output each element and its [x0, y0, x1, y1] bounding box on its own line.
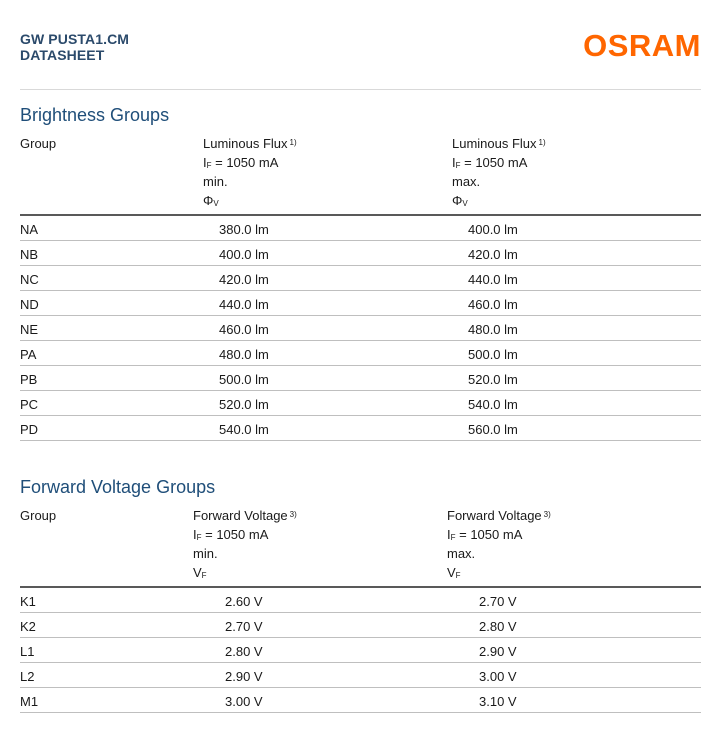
table-cell: 3.10 V: [479, 694, 517, 709]
table-cell: 440.0 lm: [468, 272, 518, 287]
table-row: [20, 416, 701, 441]
table-row: [20, 391, 701, 416]
table-cell: 520.0 lm: [468, 372, 518, 387]
table-row: [20, 588, 701, 613]
brightness-min-header: Luminous Flux $^{1)}$ $I_F = 1050$ mA min. $\Phi_V$: [203, 136, 297, 208]
table-row: [20, 341, 701, 366]
table-cell: 2.80 V: [479, 619, 517, 634]
table-cell: PB: [20, 372, 38, 387]
table-cell: 2.80 V: [225, 644, 263, 659]
table-cell: 400.0 lm: [219, 247, 269, 262]
table-cell: 3.00 V: [479, 669, 517, 684]
brightness-table-body: [20, 216, 701, 441]
table-cell: 2.60 V: [225, 594, 263, 609]
table-cell: 2.90 V: [225, 669, 263, 684]
forward-voltage-groups-title: Forward Voltage Groups: [20, 477, 216, 497]
column-label: Luminous Flux: [203, 136, 288, 151]
table-row: [20, 316, 701, 341]
table-cell: NC: [20, 272, 39, 287]
table-row: [20, 688, 701, 713]
table-cell: 500.0 lm: [468, 347, 518, 362]
header-divider: [20, 89, 701, 90]
table-cell: PD: [20, 422, 39, 437]
footnote-ref: 1): [538, 138, 546, 147]
table-row: [20, 613, 701, 638]
table-cell: M1: [20, 694, 39, 709]
column-type: min.: [203, 174, 228, 189]
table-cell: 400.0 lm: [468, 222, 518, 237]
table-row: [20, 291, 701, 316]
column-label: Luminous Flux: [452, 136, 537, 151]
document-type: DATASHEET: [20, 47, 105, 63]
table-row: [20, 638, 701, 663]
brightness-groups-title: Brightness Groups: [20, 105, 170, 125]
table-row: [20, 216, 701, 241]
table-cell: PC: [20, 397, 39, 412]
product-name: GW PUSTA1.CM: [20, 31, 130, 47]
voltage-max-header: Forward Voltage $^{3)}$ $I_F = 1050$ mA max. $V_F$: [447, 508, 551, 580]
table-cell: K2: [20, 619, 36, 634]
table-cell: 420.0 lm: [468, 247, 518, 262]
column-label: Forward Voltage: [193, 508, 288, 523]
symbol: Φ: [452, 193, 463, 208]
brightness-group-header: Group: [20, 136, 57, 151]
table-cell: 560.0 lm: [468, 422, 518, 437]
voltage-table-body: [20, 588, 701, 713]
table-cell: 540.0 lm: [219, 422, 269, 437]
table-cell: 3.00 V: [225, 694, 263, 709]
table-cell: L1: [20, 644, 35, 659]
table-cell: 420.0 lm: [219, 272, 269, 287]
table-cell: 460.0 lm: [219, 322, 269, 337]
table-cell: K1: [20, 594, 36, 609]
table-cell: NA: [20, 222, 39, 237]
column-label: Forward Voltage: [447, 508, 542, 523]
table-cell: PA: [20, 347, 37, 362]
column-type: max.: [452, 174, 481, 189]
symbol: V: [447, 565, 456, 580]
table-cell: 480.0 lm: [468, 322, 518, 337]
table-cell: 2.70 V: [225, 619, 263, 634]
footnote-ref: 1): [289, 138, 297, 147]
symbol: Φ: [203, 193, 214, 208]
table-cell: 2.90 V: [479, 644, 517, 659]
table-cell: 500.0 lm: [219, 372, 269, 387]
table-cell: NB: [20, 247, 39, 262]
table-cell: 540.0 lm: [468, 397, 518, 412]
voltage-group-header: Group: [20, 508, 57, 523]
voltage-min-header: Forward Voltage $^{3)}$ $I_F = 1050$ mA min. $V_F$: [193, 508, 297, 580]
column-type: min.: [193, 546, 218, 561]
footnote-ref: 3): [543, 510, 551, 519]
table-row: [20, 366, 701, 391]
table-row: [20, 241, 701, 266]
table-cell: L2: [20, 669, 35, 684]
table-cell: 460.0 lm: [468, 297, 518, 312]
table-cell: 440.0 lm: [219, 297, 269, 312]
table-cell: 480.0 lm: [219, 347, 269, 362]
document-header: [20, 31, 129, 63]
table-cell: 520.0 lm: [219, 397, 269, 412]
symbol: V: [193, 565, 202, 580]
table-cell: 380.0 lm: [219, 222, 269, 237]
table-cell: 2.70 V: [479, 594, 517, 609]
footnote-ref: 3): [289, 510, 297, 519]
brightness-max-header: Luminous Flux $^{1)}$ $I_F = 1050$ mA max. $\Phi_V$: [452, 136, 546, 208]
column-type: max.: [447, 546, 476, 561]
table-cell: NE: [20, 322, 39, 337]
osram-logo: OSRAM: [583, 28, 701, 63]
table-row: [20, 266, 701, 291]
table-row: [20, 663, 701, 688]
table-cell: ND: [20, 297, 39, 312]
